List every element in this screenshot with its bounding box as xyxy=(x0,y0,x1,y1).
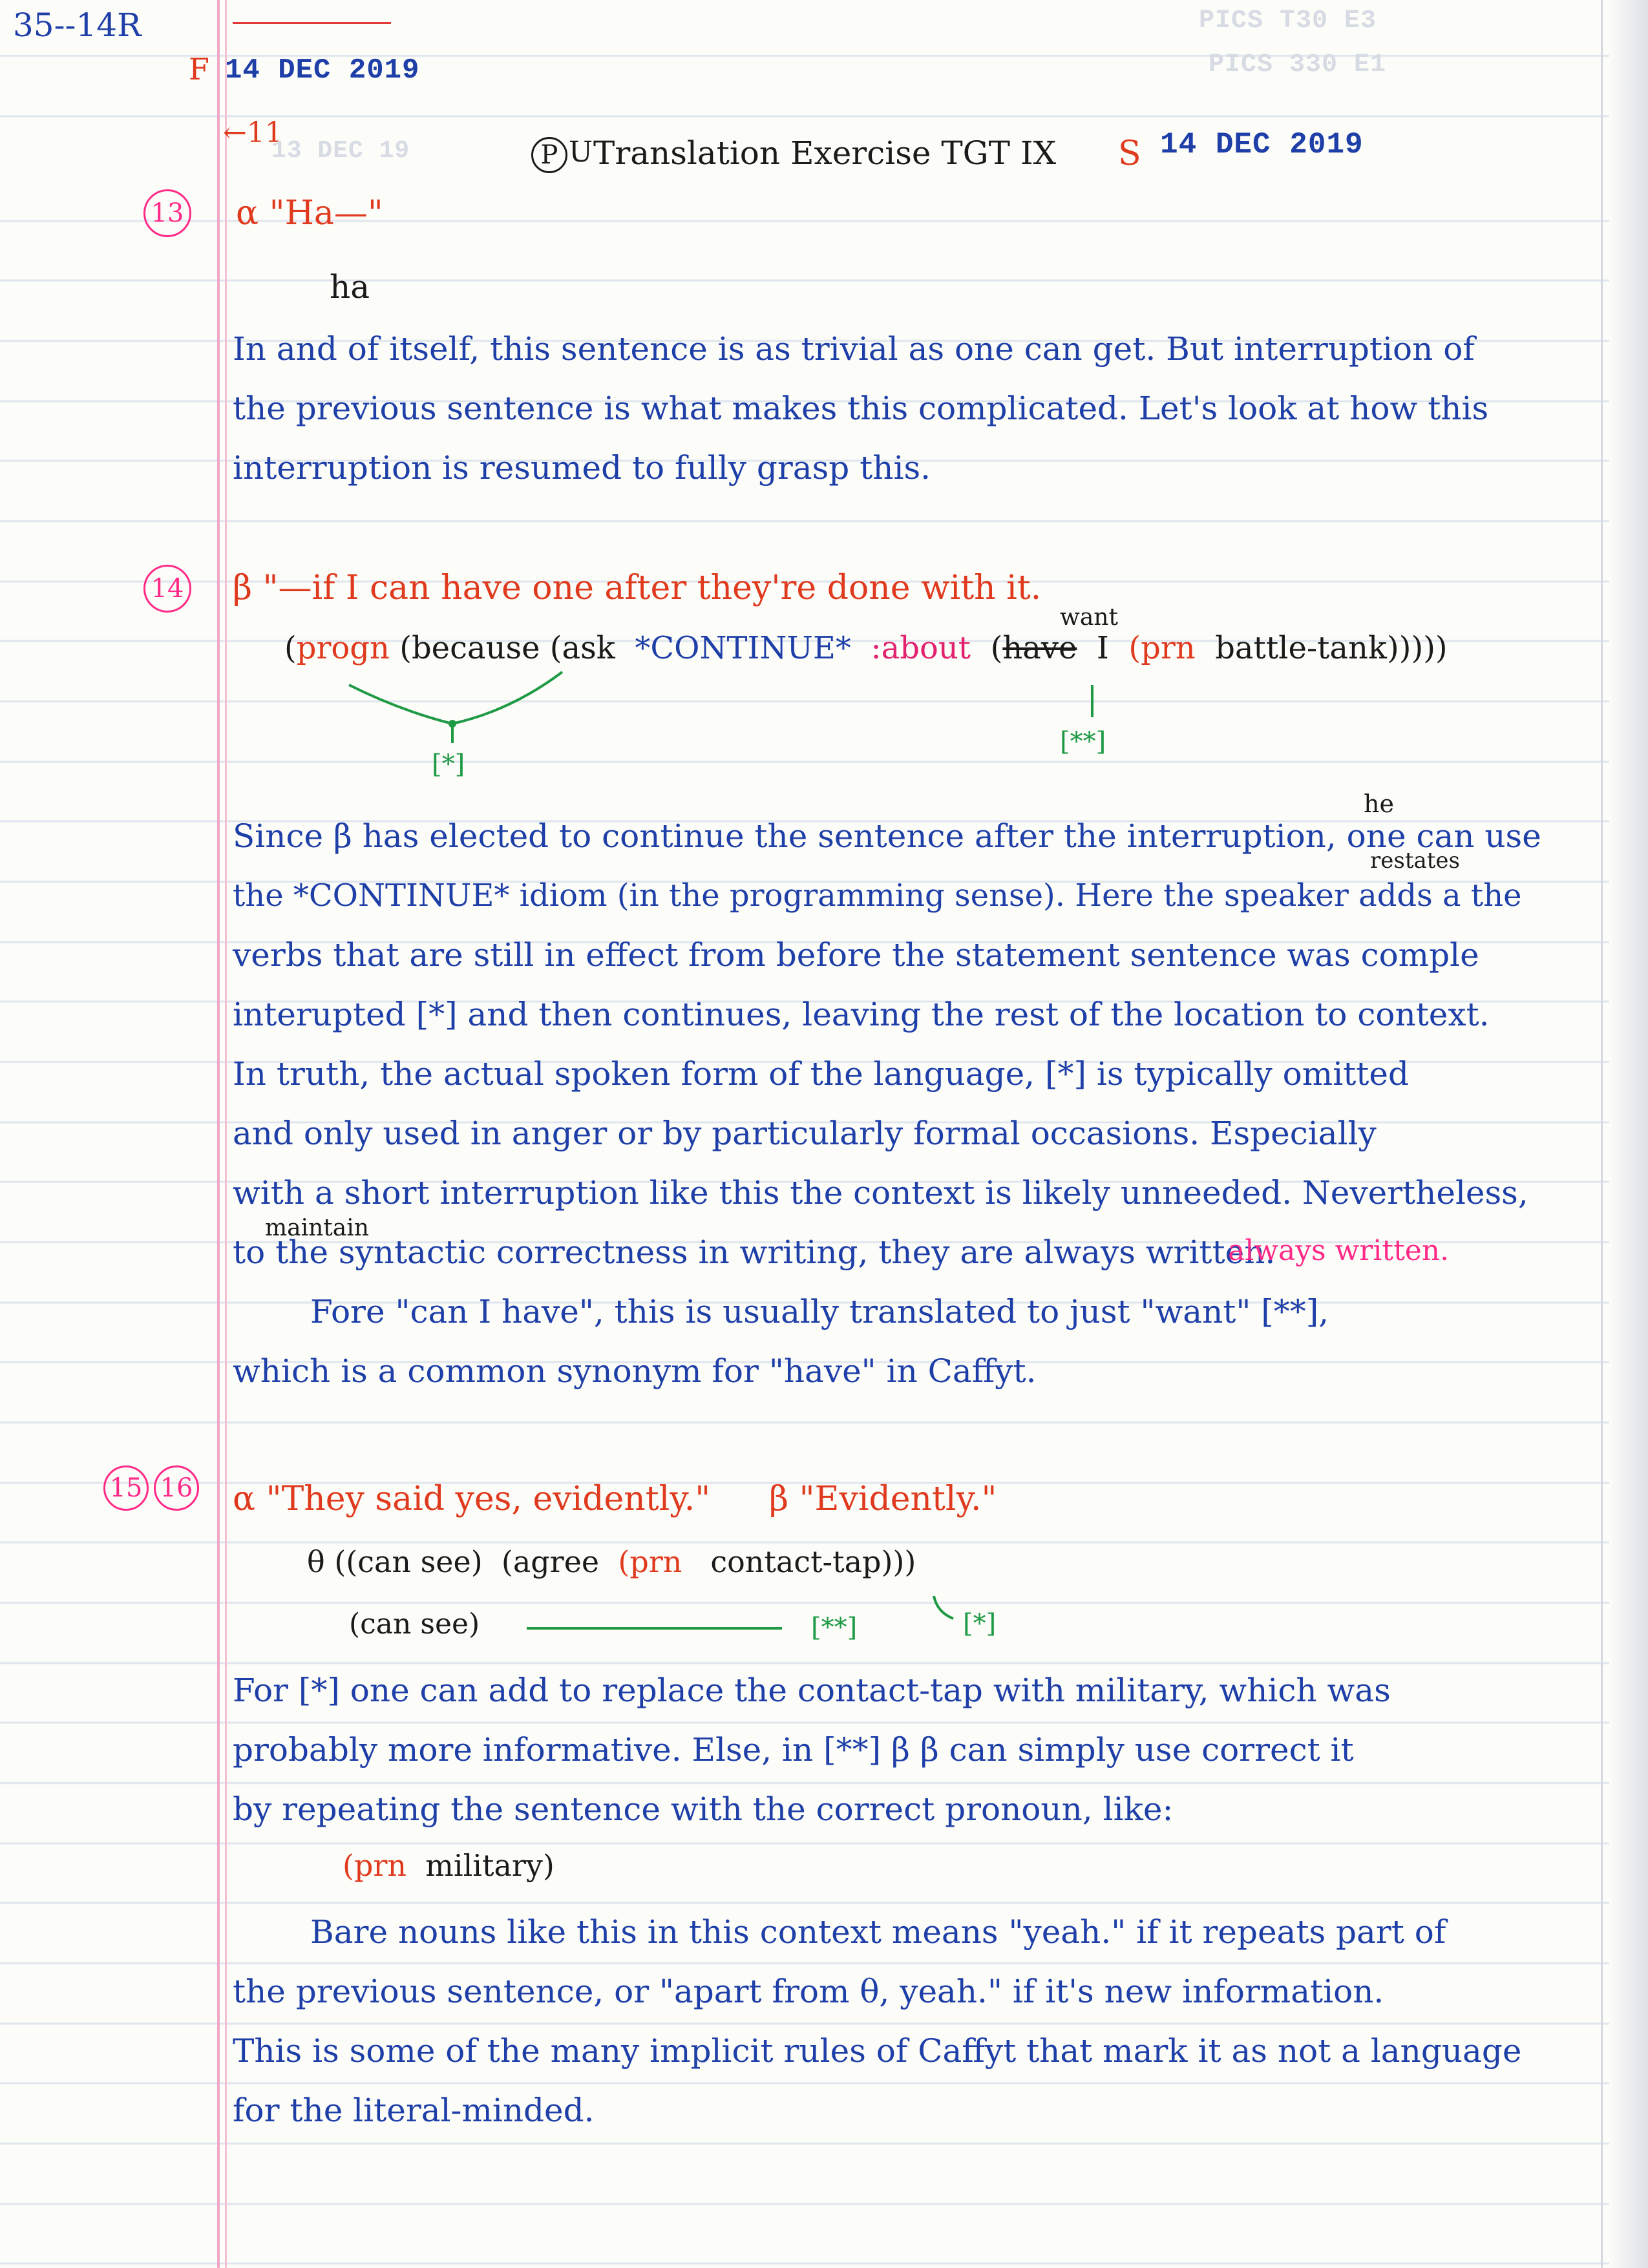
s-label: S xyxy=(1118,134,1141,173)
insert-restates: restates xyxy=(1370,848,1460,874)
gloss-theta: θ xyxy=(307,1544,325,1579)
title-mark-p: P xyxy=(531,137,567,173)
gloss-about: :about xyxy=(871,630,971,666)
highlight-always-written: always written. xyxy=(1228,1234,1450,1267)
gloss-continue: *CONTINUE* xyxy=(635,630,851,666)
gloss-close: ))))) xyxy=(1387,630,1448,666)
gloss-16-line: (can see) xyxy=(349,1608,480,1641)
example-prn: (prn xyxy=(343,1848,407,1883)
speaker-line-16: β "Evidently." xyxy=(769,1480,997,1518)
gloss-battle-tank: battle-tank xyxy=(1215,630,1388,666)
gloss-close: ))) xyxy=(881,1544,916,1579)
sentence-number-16: 16 xyxy=(154,1465,199,1511)
speaker-line-13: α "Ha—" xyxy=(236,194,383,233)
paragraph-line: the *CONTINUE* idiom (in the programming sense). Here the speaker adds a the xyxy=(233,877,1522,914)
closing-line: This is some of the many implicit rules of Caffyt that mark it as not a language xyxy=(233,2032,1522,2070)
gloss-contact-tap: contact-tap xyxy=(710,1544,882,1579)
paragraph-line: For [*] one can add to replace the contact-tap with military, which was xyxy=(233,1672,1391,1709)
faded-stamp-top: PICS T30 E3 xyxy=(1199,6,1377,36)
gloss-ask: (ask xyxy=(549,630,615,666)
gloss-progn: progn xyxy=(296,630,390,666)
paragraph-line: to the syntactic correctness in writing, they are always written. xyxy=(233,1234,1276,1271)
gloss-14: (progn (because (ask *CONTINUE* :about (have I (prn battle-tank))))) xyxy=(284,630,1448,666)
speaker-line-14: β "—if I can have one after they're done with it. xyxy=(233,569,1042,607)
gloss-mark-b: [*] xyxy=(963,1609,997,1639)
closing-line: Bare nouns like this in this context means "yeah." if it repeats part of xyxy=(310,1913,1446,1951)
gloss-mark-a: [**] xyxy=(811,1613,858,1643)
gloss-have-struck: have xyxy=(1002,630,1077,666)
gloss-prn: (prn xyxy=(1128,630,1196,666)
paragraph-line: In and of itself, this sentence is as trivial as one can get. But interruption of xyxy=(233,330,1475,368)
f-date-stamp: 14 DEC 2019 xyxy=(225,54,420,87)
example-gloss xyxy=(343,1848,555,1883)
paragraph-line: interupted [*] and then continues, leaving the rest of the location to context. xyxy=(233,996,1490,1033)
speaker-line-15: α "They said yes, evidently." xyxy=(233,1480,711,1518)
gloss-because: (because xyxy=(399,630,540,666)
faded-stamp-second: PICS 330 E1 xyxy=(1209,50,1387,79)
page-title: Translation Exercise TGT IX xyxy=(593,134,1057,172)
paragraph-line: with a short interruption like this the context is likely unneeded. Nevertheless, xyxy=(233,1174,1528,1212)
gloss-mark-1: [*] xyxy=(432,750,465,779)
gloss-15-line1 xyxy=(307,1544,916,1579)
paragraph-line: and only used in anger or by particularly formal occasions. Especially xyxy=(233,1115,1377,1152)
paragraph-line: which is a common synonym for "have" in Caffyt. xyxy=(233,1352,1037,1390)
insert-he: he xyxy=(1364,790,1394,818)
paragraph-line: In truth, the actual spoken form of the language, [*] is typically omitted xyxy=(233,1055,1409,1093)
gloss-prn: (prn xyxy=(618,1544,682,1579)
gloss-want-insert: want xyxy=(1060,604,1118,631)
gloss-paren: ( xyxy=(284,630,297,666)
faded-stamp-left: 13 DEC 19 xyxy=(271,137,410,165)
closing-line: the previous sentence, or "apart from θ, yeah." if it's new information. xyxy=(233,1973,1384,2010)
paragraph-line: Fore "can I have", this is usually translated to just "want" [**], xyxy=(310,1293,1329,1330)
paragraph-line: the previous sentence is what makes this complicated. Let's look at how this xyxy=(233,390,1489,427)
sentence-number-13: 13 xyxy=(143,189,191,237)
sentence-number-15: 15 xyxy=(103,1465,149,1511)
gloss-mark-2: [**] xyxy=(1060,727,1106,757)
paragraph-line: by repeating the sentence with the correct pronoun, like: xyxy=(233,1790,1174,1828)
gloss-can-see: ((can see) xyxy=(334,1544,483,1579)
example-word: military) xyxy=(425,1848,555,1883)
paragraph-line: Since β has elected to continue the sentence after the interruption, one can use xyxy=(233,817,1541,855)
f-label: F xyxy=(189,52,209,87)
title-mark-u: U xyxy=(569,136,593,169)
closing-line: for the literal-minded. xyxy=(233,2092,595,2129)
arrow-note: ←11 xyxy=(223,116,283,149)
gloss-i: I xyxy=(1096,630,1109,666)
insert-maintain: maintain xyxy=(265,1215,369,1241)
reference-code: 35--14R xyxy=(13,6,142,44)
gloss-13: ha xyxy=(330,268,370,306)
s-date-stamp: 14 DEC 2019 xyxy=(1160,128,1364,162)
paragraph-line: probably more informative. Else, in [**] β β can simply use correct it xyxy=(233,1731,1354,1769)
paragraph-line: verbs that are still in effect from before the statement sentence was comple xyxy=(233,936,1479,974)
gloss-agree: (agree xyxy=(501,1544,600,1579)
sentence-number-14: 14 xyxy=(143,565,191,613)
paragraph-line: interruption is resumed to fully grasp this. xyxy=(233,449,931,487)
